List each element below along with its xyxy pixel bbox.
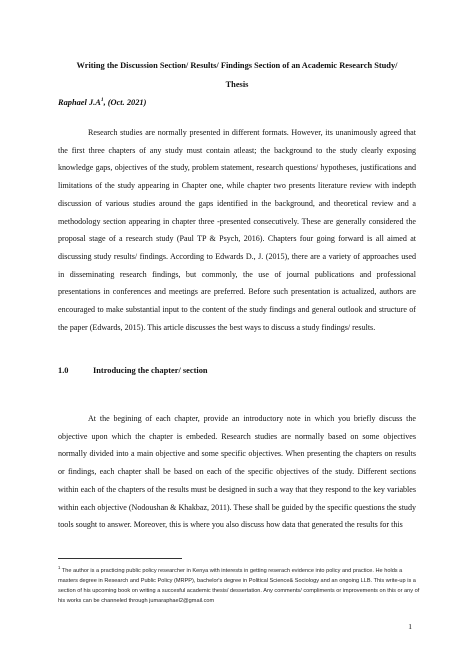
footnote-text: The author is a practicing public policy researcher in Kenya with interests in getting reserach evidence into policy and practice. He holds a masters degree in Research and Public Policy (MRPP), bachelor's degree in Political Science& Sociology and an ongoing LLB. This write-up is a section of his upcoming book on writing a succesful academic thesis/ dessertation. Any comments/ compliments or improvements on this or any of his works can be channeled through jumaraphael2@gmail.com [58, 567, 420, 605]
author-name: Raphael J.A [58, 97, 101, 107]
author-line [58, 97, 146, 107]
footnote-marker: 1 [58, 565, 61, 570]
section-heading [58, 366, 208, 375]
footnote [58, 563, 420, 606]
author-footnote-marker: 1 [100, 97, 104, 103]
document-title: Writing the Discussion Section/ Results/ Findings Section of an Academic Research Study/ Thesis [76, 61, 398, 89]
section-number: 1.0 [58, 366, 69, 375]
section-title: Introducing the chapter/ section [93, 366, 208, 375]
section-paragraph: At the begining of each chapter, provide an introductory note in which you briefly discuss the objective upon which the chapter is embeded. Research studies are normally based on some objectives normally divided into a main objective and some specific objectives. When presenting the chapters on results or findings, each chapter shall be based on each of the specific objectives of the study. Different sections within each of the chapters of the results must be designed in such a way that they respond to the key variables within each objective (Nodoushan & Khakbaz, 2011). These shall be guided by the specific questions the study tools sought to answer. Moreover, this is where you also discuss how data that generated the results for this [58, 414, 416, 530]
page-number: 1 [408, 622, 412, 631]
author-date: , (Oct. 2021) [103, 97, 147, 107]
intro-paragraph: Research studies are normally presented in different formats. However, its unanimously agreed that the first three chapters of any study must contain atleast; the background to the study clearly exposing knowledge gaps, objectives of the study, problem statement, research questions/ hypotheses, justifications and limitations of the study appearing in Chapter one, while chapter two presents literature review with indepth discussion of various studies around the gaps identified in the background, and theoretical review and a methodology section appearing in chapter three -presented consecutively. These are generally considered the proposal stage of a research study (Paul TP & Psych, 2016). Chapters four going forward is all aimed at discussing study results/ findings. According to Edwards D., J. (2015), there are a variety of approaches used in disseminating research findings, but commonly, the use of journal publications and professional presentations in conferences and meetings are preferred. Before such presentation is actualized, authors are encouraged to make substantial input to the content of the study findings and general outlook and structure of the paper (Edwards, 2015). This article discusses the best ways to discuss a study findings/ results. [58, 128, 416, 332]
footnote-divider [58, 558, 182, 559]
